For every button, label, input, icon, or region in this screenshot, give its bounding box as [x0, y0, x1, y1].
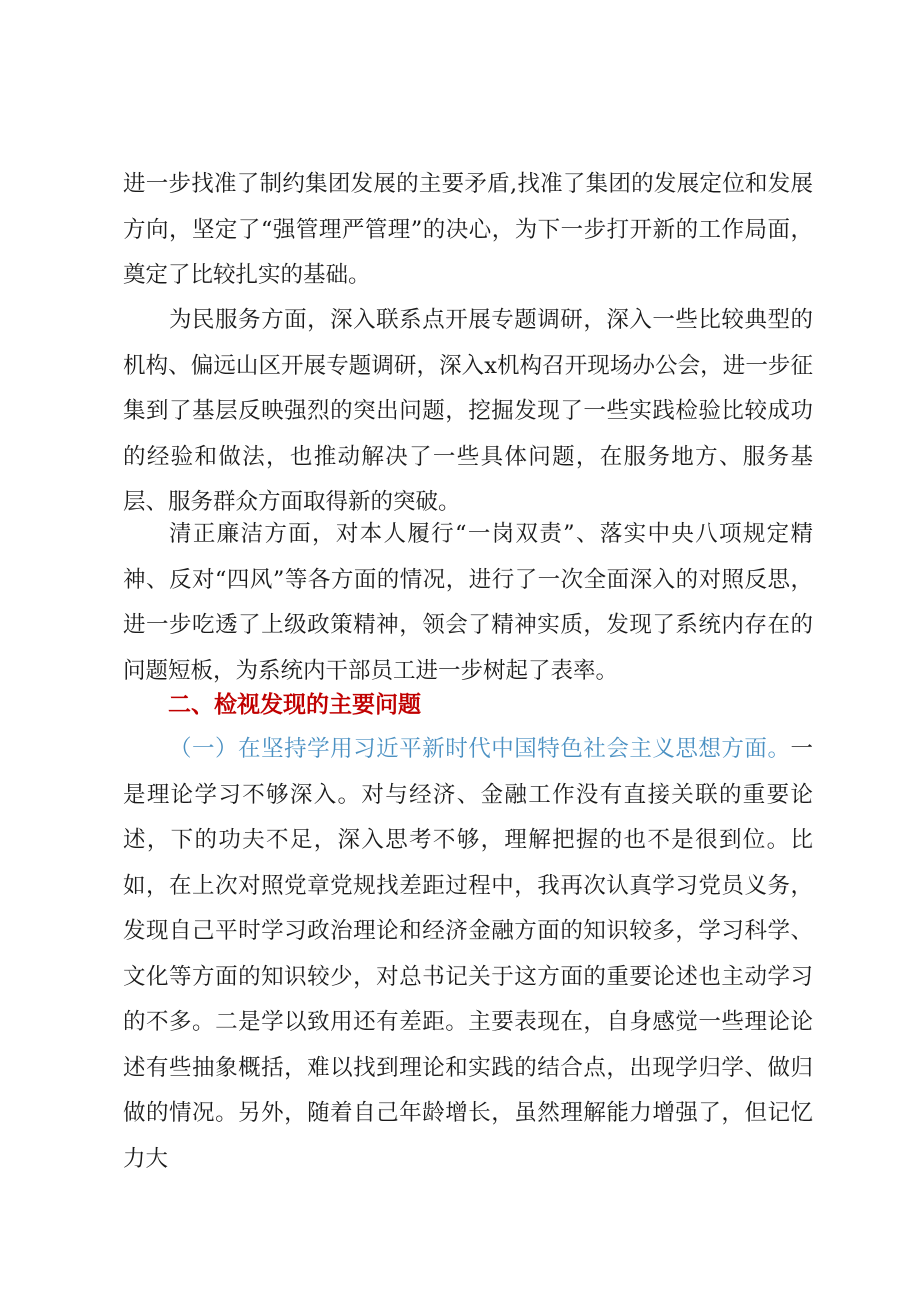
paragraph-continuation: 进一步找准了制约集团发展的主要矛盾,找准了集团的发展定位和发展方向，坚定了“强管理严管理”的决心，为下一步打开新的工作局面，奠定了比较扎实的基础。	[123, 171, 813, 288]
paragraph-integrity: 清正廉洁方面，对本人履行“一岗双责”、落实中央八项规定精神、反对“四风”等各方面的情况，进行了一次全面深入的对照反思，进一步吃透了上级政策精神，领会了精神实质，发现了系统内存在的问题短板，为系统内干部员工进一步树起了表率。	[123, 521, 813, 684]
subsection-body: 一是理论学习不够深入。对与经济、金融工作没有直接关联的重要论述，下的功夫不足，深入思考不够，理解把握的也不是很到位。比如，在上次对照党章党规找差距过程中，我再次认真学习党员义务，发现自己平时学习政治理论和经济金融方面的知识较多，学习科学、文化等方面的知识较少，对总书记关于这方面的重要论述也主动学习的不多。二是学以致用还有差距。主要表现在，自身感觉一些理论论述有些抽象概括，难以找到理论和实践的结合点，出现学归学、做归做的情况。另外，随着自己年龄增长，虽然理解能力增强了，但记忆力大	[123, 736, 813, 1172]
subsection-block	[123, 727, 813, 1182]
paragraph-service: 为民服务方面，深入联系点开展专题调研，深入一些比较典型的机构、偏远山区开展专题调研，深入x机构召开现场办公会，进一步征集到了基层反映强烈的突出问题，挖掘发现了一些实践检验比较成功的经验和做法，也推动解决了一些具体问题，在服务地方、服务基层、服务群众方面取得新的突破。	[123, 307, 813, 515]
section-heading: 二、检视发现的主要问题	[168, 692, 421, 718]
subsection-heading: （一）在坚持学用习近平新时代中国特色社会主义思想方面。	[169, 736, 791, 762]
